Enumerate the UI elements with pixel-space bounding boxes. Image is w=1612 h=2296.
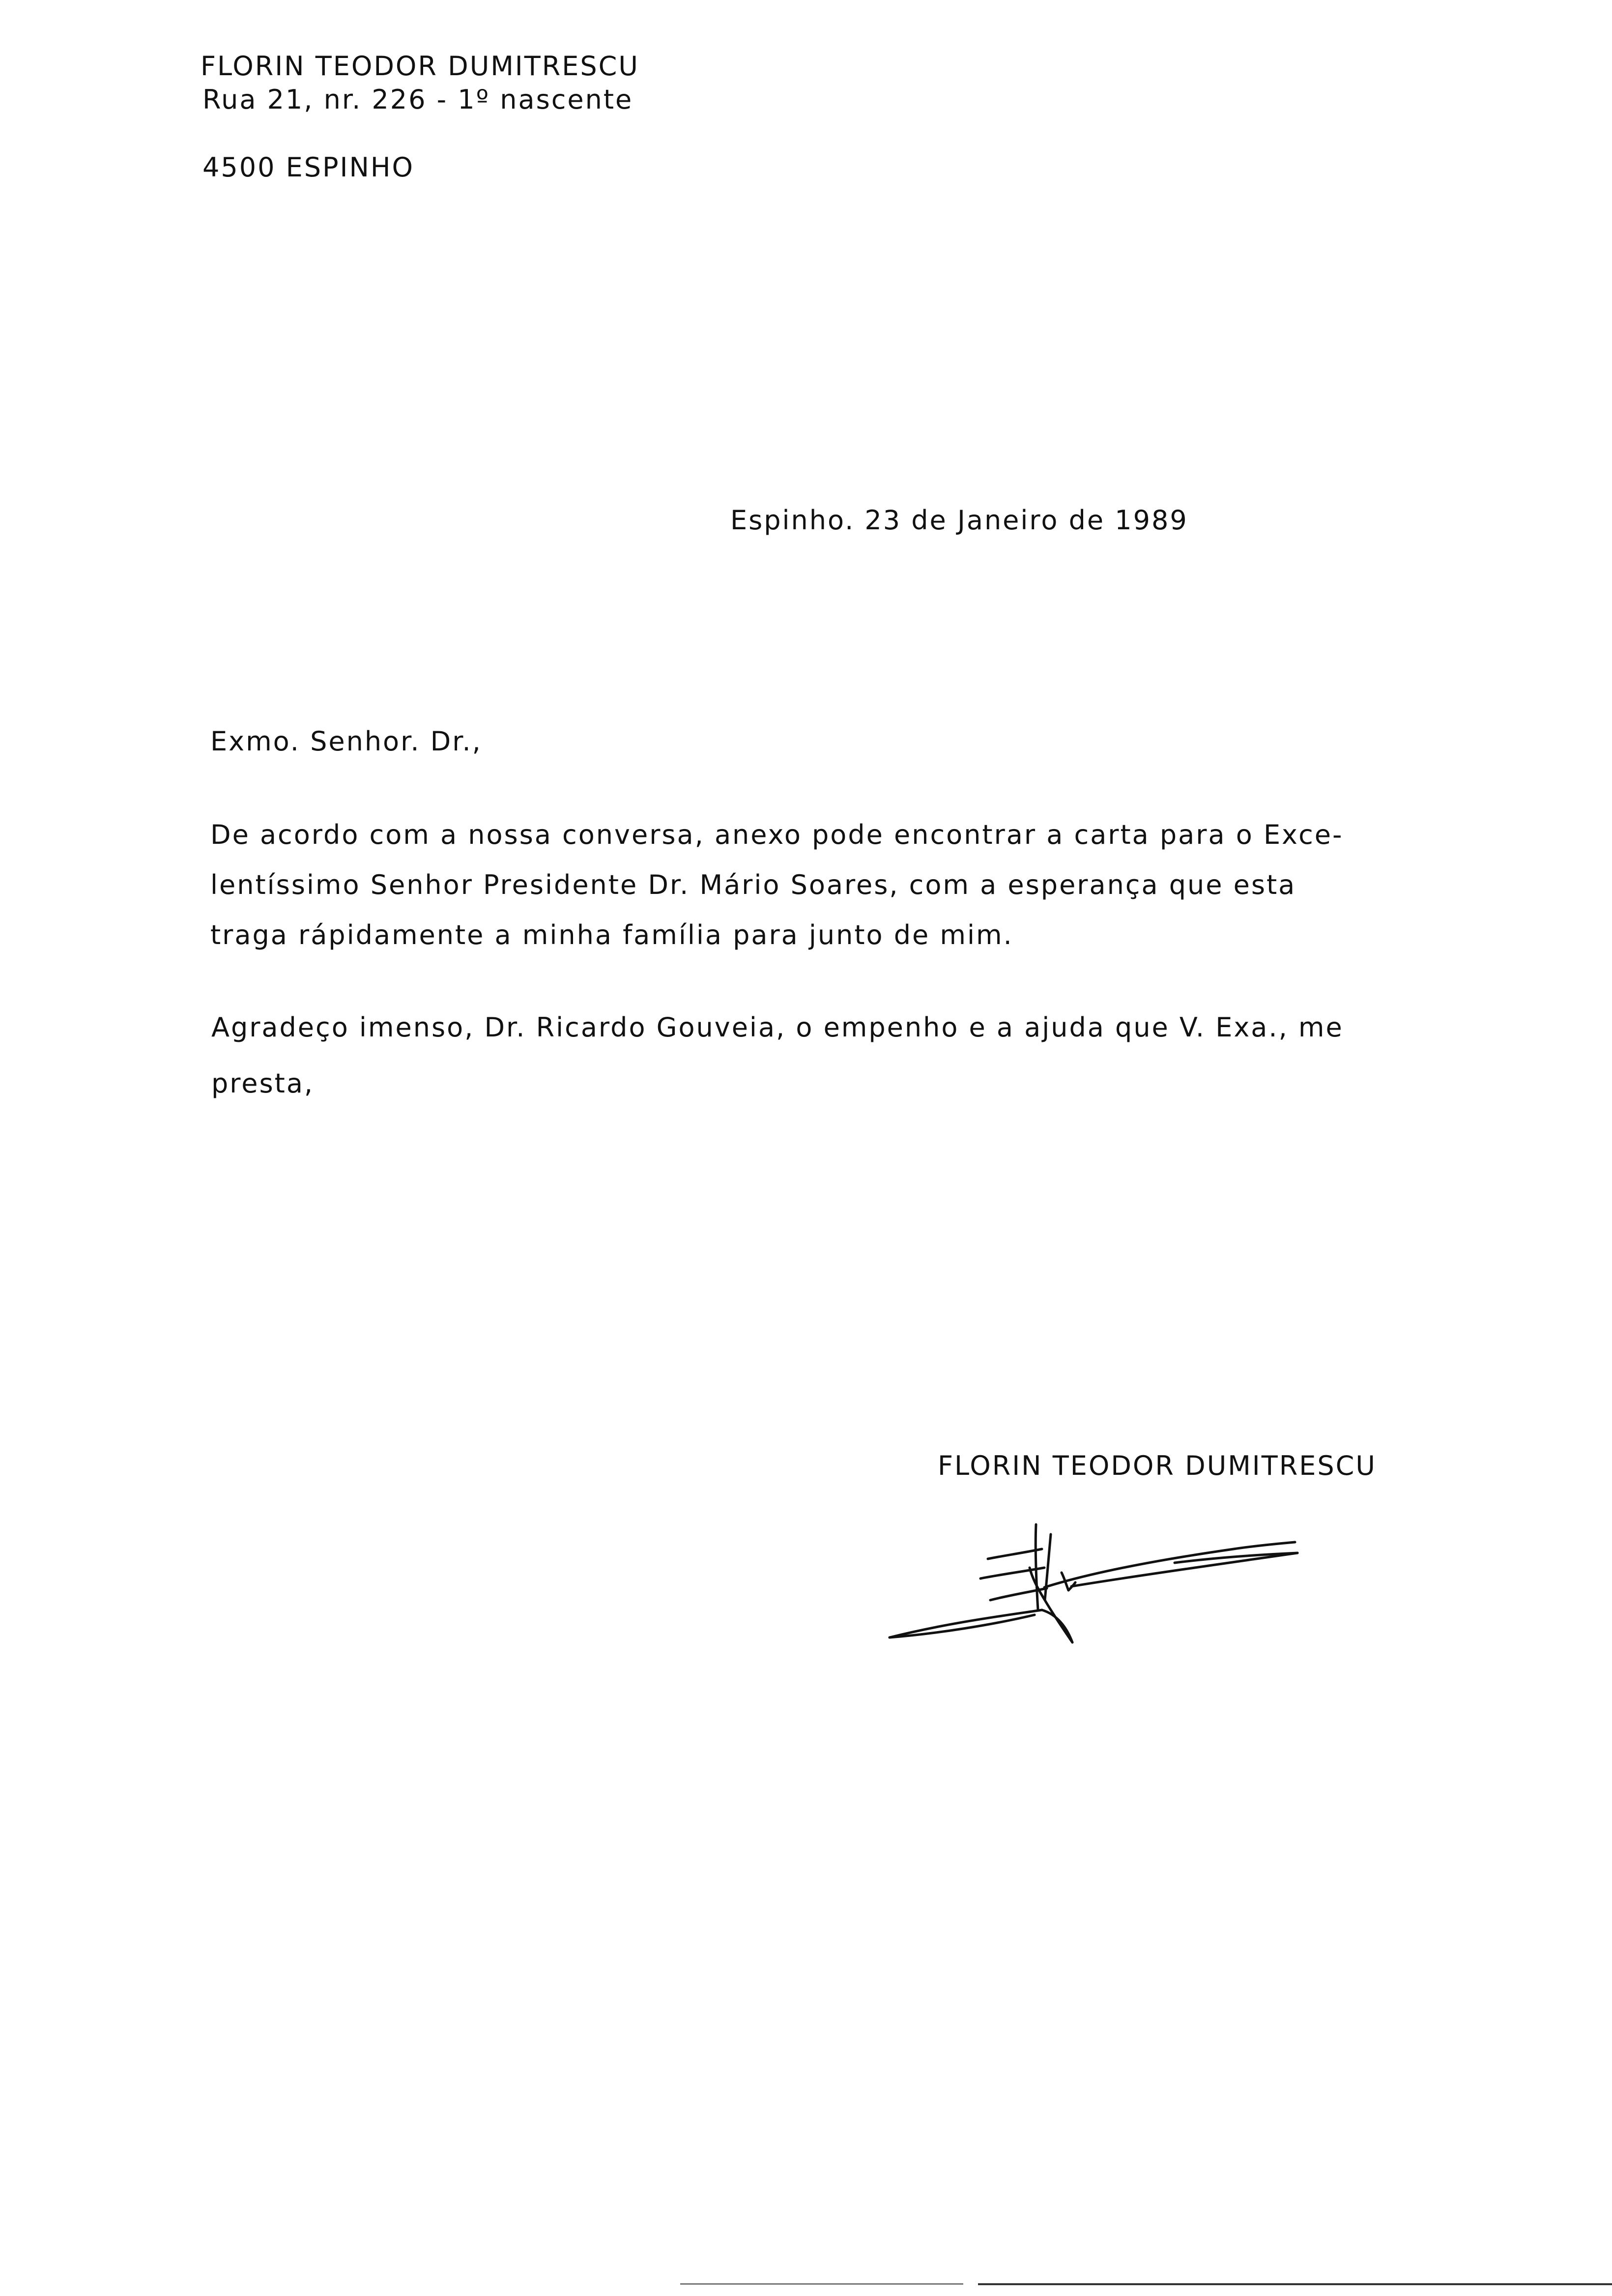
paragraph-line: lentíssimo Senhor Presidente Dr. Mário Soares, com a esperança que esta	[210, 869, 1296, 900]
bottom-edge-line-left	[680, 2283, 963, 2285]
bottom-edge-line-right	[978, 2283, 1612, 2285]
paragraph-line: presta,	[211, 1068, 315, 1099]
paragraph-line: De acordo com a nossa conversa, anexo pode encontrar a carta para o Exce-	[210, 819, 1344, 850]
paragraph-line: traga rápidamente a minha família para junto de mim.	[210, 919, 1013, 950]
salutation: Exmo. Senhor. Dr.,	[210, 726, 482, 757]
sender-name: FLORIN TEODOR DUMITRESCU	[201, 51, 639, 82]
sender-street-address: Rua 21, nr. 226 - 1º nascente	[202, 84, 633, 115]
handwritten-signature	[880, 1514, 1312, 1656]
letter-date: Espinho. 23 de Janeiro de 1989	[730, 505, 1188, 536]
signature-name: FLORIN TEODOR DUMITRESCU	[938, 1450, 1377, 1481]
sender-city: 4500 ESPINHO	[202, 152, 414, 183]
paragraph-line: Agradeço imenso, Dr. Ricardo Gouveia, o empenho e a ajuda que V. Exa., me	[211, 1012, 1344, 1043]
